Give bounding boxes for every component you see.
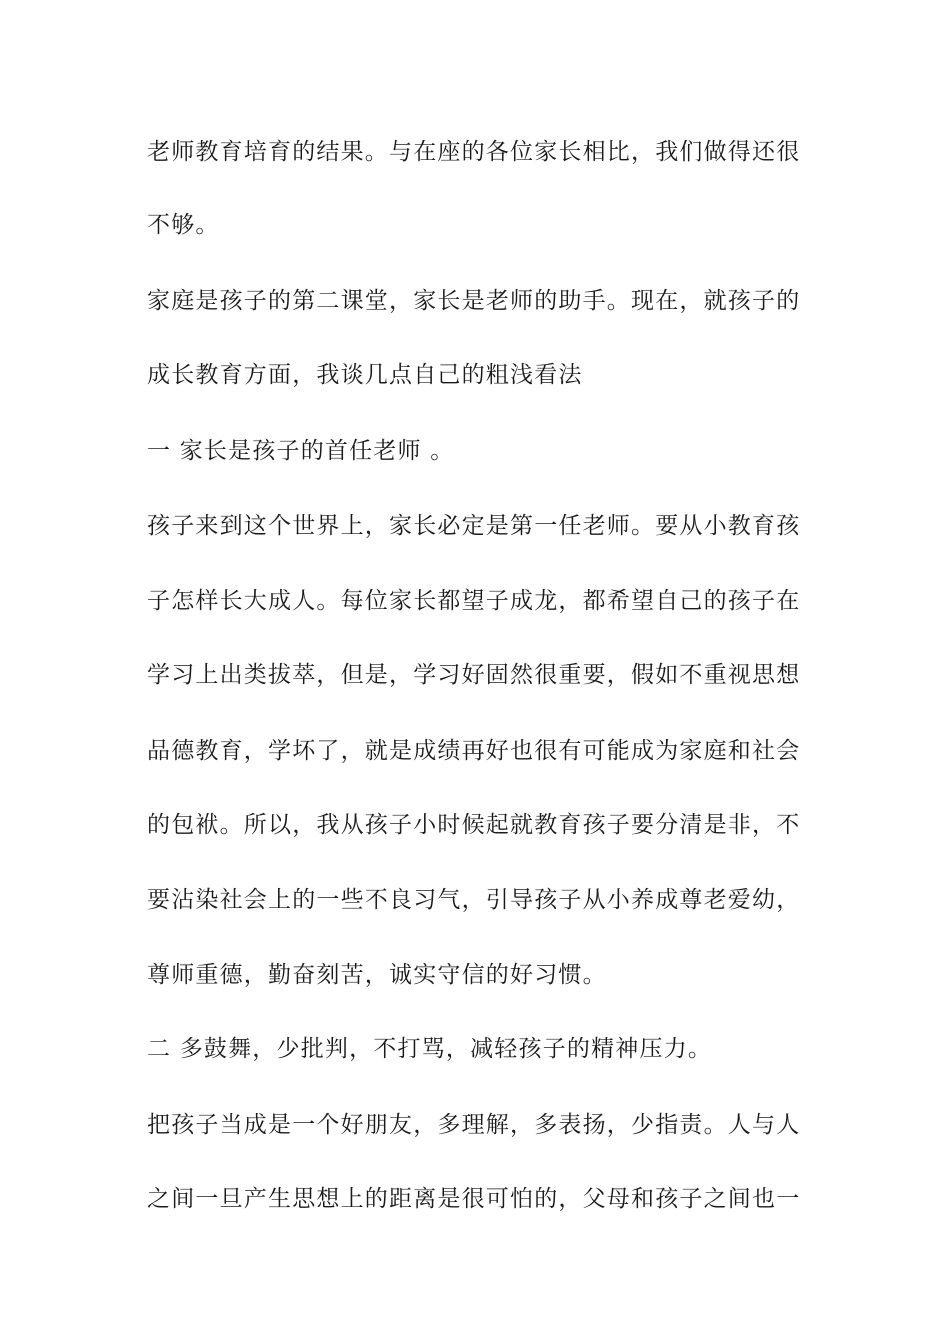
text-line: 不够。 (147, 212, 220, 238)
text-line: 把孩子当成是一个好朋友，多理解，多表扬，少指责。人与人 (147, 1112, 801, 1138)
section-heading: 二 多鼓舞，少批判，不打骂，减轻孩子的精神压力。 (147, 1036, 713, 1062)
text-line: 成长教育方面，我谈几点自己的粗浅看法 (147, 362, 583, 388)
text-line: 孩子来到这个世界上，家长必定是第一任老师。要从小教育孩 (147, 513, 801, 539)
text-line: 的包袱。所以，我从孩子小时候起就教育孩子要分清是非，不 (147, 812, 801, 838)
text-line: 要沾染社会上的一些不良习气，引导孩子从小养成尊老爱幼， (147, 887, 801, 913)
text-line: 子怎样长大成人。每位家长都望子成龙，都希望自己的孩子在 (147, 588, 801, 614)
text-line: 学习上出类拔萃，但是，学习好固然很重要，假如不重视思想 (147, 662, 801, 688)
text-line: 老师教育培育的结果。与在座的各位家长相比，我们做得还很 (147, 139, 801, 165)
section-heading: 一 家长是孩子的首任老师 。 (147, 438, 455, 464)
text-line: 品德教育，学坏了，就是成绩再好也很有可能成为家庭和社会 (147, 738, 801, 764)
text-line: 家庭是孩子的第二课堂，家长是老师的助手。现在，就孩子的 (147, 288, 801, 314)
text-line: 尊师重德，勤奋刻苦，诚实守信的好习惯。 (147, 962, 607, 988)
text-line: 之间一旦产生思想上的距离是很可怕的，父母和孩子之间也一 (147, 1186, 801, 1212)
